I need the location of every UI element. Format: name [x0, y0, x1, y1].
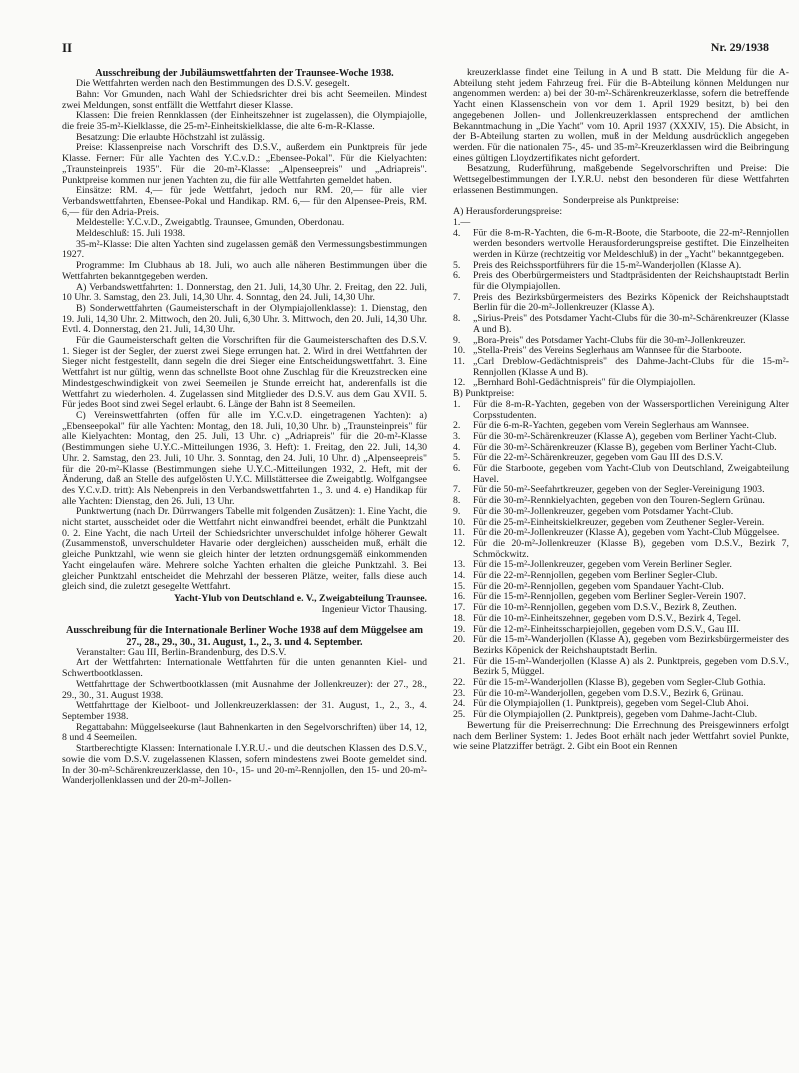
paragraph: Veranstalter: Gau III, Berlin-Brandenburg, des D.S.V.: [76, 646, 287, 658]
list-item-text: „Bernhard Bohl-Gedächtnispreis" für die Olympiajollen.: [473, 377, 696, 389]
punktpreise-heading: B) Punktpreise:: [453, 388, 515, 400]
list-item-number: 2.: [453, 420, 461, 432]
list-item-text: Für die 22-m²-Schärenkreuzer, gegeben vom Gau III des D.S.V.: [473, 452, 723, 464]
list-item-text: Für die 22-m²-Rennjollen, gegeben vom Berliner Segler-Club.: [473, 570, 718, 582]
list-item: [453, 218, 789, 261]
list-item-number: 6.: [453, 270, 461, 282]
paragraph: Besatzung, Ruderführung, maßgebende Segelvorschriften und Preise: Die Wettsegelbestimmungen der I.Y.R.U. nebst den besonderen für diese Wettfahrten erlassenen Bestimmungen.: [453, 163, 789, 196]
paragraph: Für die Gaumeisterschaft gelten die Vorschriften für die Gaumeisterschaften des D.S.V. 1. Sieger ist der Segler, der zuerst zwei Siege errungen hat. 2. Wird in drei Wettfahrten der Sieger nicht festgestellt, dann segeln die drei Sieger eine Entscheidungswettfahrt. 3. Eine Wettfahrt ist nur gültig, wenn das schnellste Boot ohne Zuschlag für die Kreuzstrecken eine Mindestgeschwindigkeit von zwei Seemeilen je Stunde erreicht hat, anderenfalls ist die Wettfahrt zu wiederholen. 4. Zugelassen sind Mitglieder des D.S.V. aus dem Gau XVII. 5. Für jedes Boot sind zwei Segel erlaubt. 6. Länge der Bahn ist 8 Seemeilen.: [62, 335, 427, 411]
list-item-text: Für die 6-m-R-Yachten, gegeben vom Verein Seglerhaus am Wannsee.: [473, 420, 749, 432]
club-signature: Yacht-Ylub von Deutschland e. V., Zweigabteilung Traunsee.: [174, 592, 427, 604]
list-item-number: 12.: [453, 537, 466, 549]
list-item-number: 10.: [453, 345, 466, 357]
list-item-number: 20.: [453, 634, 466, 646]
paragraph: Regattabahn: Müggelseekurse (laut Bahnenkarten in den Segelvorschriften) über 14, 12, 8 und 4 Seemeilen.: [62, 721, 427, 744]
list-item-number: 8.: [453, 313, 461, 325]
list-item-text: Für die 10-m²-Einheitszehner, gegeben vom D.S.V., Bezirk 4, Tegel.: [473, 612, 741, 624]
list-item-text: Für die 25-m²-Einheitskielkreuzer, gegeben vom Zeuthener Segler-Verein.: [473, 516, 765, 528]
paragraph: Punktwertung (nach Dr. Dürrwangers Tabelle mit folgenden Zusätzen): 1. Eine Yacht, die nicht startet, ausscheidet oder die Wettfahrt nicht einwandfrei beendet, erhält die Punktzahl 0. 2. Eine Yacht, die nach Urteil der Schiedsrichter unverschuldet infolge höherer Gewalt (Zusammenstoß, unverschuldeter Havarie oder dergleichen) ausscheiden muß, erhält die gleiche Punktzahl, wie wenn sie gleich hinter der letzten ordnungsgemäß einkommenden Yacht eingelaufen wäre. Mehrere solche Yachten erhalten die gleiche Punktzahl. 3. Bei gleicher Punktzahl entscheidet die Mehrzahl der besseren Plätze, weiter, falls diese auch gleich sind, die zuletzt gesegelte Wettfahrt.: [62, 506, 427, 593]
list-item-number: 1.: [453, 398, 461, 410]
list-item-text: Für die 15-m²-Jollenkreuzer, gegeben vom Verein Berliner Segler.: [473, 559, 732, 571]
list-item-number: 8.: [453, 495, 461, 507]
issue-number: Nr. 29/1938: [710, 40, 769, 54]
right-column: [453, 68, 789, 753]
page-number: II: [62, 40, 73, 55]
list-item-number: 18.: [453, 612, 466, 624]
list-item-text: Für die 15-m²-Wanderjollen (Klasse A) als 2. Punktpreis, gegeben vom D.S.V., Bezirk 5, Müggel.: [473, 655, 789, 678]
list-item-number: 11.: [453, 355, 465, 367]
list-item-text: Für die 10-m²-Rennjollen, gegeben vom D.S.V., Bezirk 8, Zeuthen.: [473, 602, 737, 614]
paragraph: Besatzung: Die erlaubte Höchstzahl ist zulässig.: [76, 131, 265, 143]
list-item-text: Für die 8-m-R-Yachten, gegeben von der Wassersportlichen Vereinigung Alter Corpsstudenten.: [473, 398, 789, 421]
berlin-continued-paragraphs: [453, 68, 789, 196]
paragraph: C) Vereinswettfahrten (offen für alle im Y.C.v.D. eingetragenen Yachten): a) „Ebenseepokal" für alle Yachten: Montag, den 18. Juli, 10,30 Uhr. b) „Traunsteinpreis" für alle Kielyachten: Montag, den 25. Juli, 13 Uhr. c) „Adriapreis" für die 20-m²-Klasse (Bestimmungen siehe U.Y.C.-Mitteilungen 1936, 3. Heft): 1. Freitag, den 22. Juli, 14,30 Uhr. 2. Samstag, den 23. Juli, 10 Uhr. 3. Sonntag, den 24. Juli, 10 Uhr. d) „Alpenseepreis" für die 20-m²-Klasse (Bestimmungen siehe U.Y.C.-Mitteilungen 1932, 2. Heft, mit der Änderung, daß an Stelle des aufgelösten U.Y.C. Millstättersee die Zweigabtlg. Wolfgangsee des Y.C.v.D. tritt): Als Nebenpreis in den Verbandswettfahrten 1., 3. und 4. e) Handikap für alle Yachten: Dienstag, den 26. Juli, 13 Uhr.: [62, 410, 427, 507]
list-item-text: Für die 30-m²-Schärenkreuzer (Klasse A), gegeben vom Berliner Yacht-Club.: [473, 430, 777, 442]
list-item-text: „Stella-Preis" des Vereins Seglerhaus am Wannsee für die Starboote.: [473, 345, 742, 357]
list-item-text: Für die 10-m²-Wanderjollen, gegeben vom D.S.V., Bezirk 6, Grünau.: [473, 687, 744, 699]
paragraph: 35-m²-Klasse: Die alten Yachten sind zugelassen gemäß den Vermessungsbestimmungen 1927.: [62, 238, 427, 261]
list-item-number: 24.: [453, 698, 466, 710]
list-item-number: 22.: [453, 677, 466, 689]
list-item: [453, 314, 789, 335]
list-item-number: 25.: [453, 709, 466, 721]
list-item-text: Für die 15-m²-Rennjollen, gegeben vom Berliner Segler-Verein 1907.: [473, 591, 746, 603]
list-item-text: Für die 12-m²-Einheitsscharpiejollen, gegeben vom D.S.V., Gau III.: [473, 623, 739, 635]
list-item: [453, 293, 789, 314]
list-item-text: Für die 20-m²-Rennjollen, gegeben vom Spandauer Yacht-Club.: [473, 580, 724, 592]
herausforderungspreise-heading: A) Herausforderungspreise:: [453, 206, 563, 218]
list-item-text: Für die 20-m²-Jollenkreuzer (Klasse A), gegeben vom Yacht-Club Müggelsee.: [473, 527, 780, 539]
bewertung-paragraph: Bewertung für die Preiserrechnung: Die Errechnung des Preisgewinners erfolgt nach dem Berliner System: 1. Jedes Boot erhält nach jeder Wettfahrt soviel Punkte, wie seine Platzziffer beträgt. 2. Gibt ein Boot ein Rennen: [453, 719, 789, 753]
paragraph: Einsätze: RM. 4,— für jede Wettfahrt, jedoch nur RM. 20,— für alle vier Verbandswettfahrten, Ebensee-Pokal und Handikap. RM. 6,— für den Alpensee-Preis, RM. 6,— für den Adria-Preis.: [62, 185, 427, 218]
list-item-text: Für die Starboote, gegeben vom Yacht-Club von Deutschland, Zweigabteilung Havel.: [473, 463, 789, 485]
list-item-number: 4.: [453, 441, 461, 453]
list-item-number: 13.: [453, 559, 466, 571]
list-item-text: Für die 30-m²-Jollenkreuzer, gegeben vom Potsdamer Yacht-Club.: [473, 505, 734, 517]
list-item-text: Für die Olympiajollen (2. Punktpreis), gegeben vom Dahme-Jacht-Club.: [473, 709, 758, 721]
page-header: [62, 40, 769, 60]
list-item-number: 11.: [453, 527, 465, 539]
list-item: [453, 271, 789, 292]
paragraph: Bahn: Vor Gmunden, nach Wahl der Schiedsrichter drei bis acht Seemeilen. Mindest zwei Meldungen, sonst entfällt die Wettfahrt dieser Klasse.: [62, 88, 427, 111]
paragraph: Meldestelle: Y.C.v.D., Zweigabtlg. Traunsee, Gmunden, Oberdonau.: [76, 217, 345, 229]
list-item-number: 23.: [453, 687, 466, 699]
list-item-text: Für die 30-m²-Schärenkreuzer (Klasse B), gegeben vom Berliner Yacht-Club.: [473, 441, 777, 453]
paragraph: Klassen: Die freien Rennklassen (der Einheitszehner ist zugelassen), die Olympiajolle, die freie 35-m²-Kielklasse, die 25-m²-Einheitskielklasse, die alte 6-m-R-Klasse.: [62, 110, 427, 133]
list-item: [453, 657, 789, 678]
list-item-number: 3.: [453, 430, 461, 442]
paragraph: A) Verbandswettfahrten: 1. Donnerstag, den 21. Juli, 14,30 Uhr. 2. Freitag, den 22. Juli, 10 Uhr. 3. Samstag, den 23. Juli, 14,30 Uhr. 4. Sonntag, den 24. Juli, 14,30 Uhr.: [62, 281, 427, 304]
list-item-text: Für die 15-m²-Wanderjollen (Klasse B), gegeben vom Segler-Club Gothia.: [473, 677, 766, 689]
list-item-text: Preis des Bezirksbürgermeisters des Bezirks Köpenick der Reichshauptstadt Berlin für die 20-m²-Jollenkreuzer (Klasse A).: [473, 291, 789, 314]
list-item: [453, 400, 789, 421]
berlin-paragraphs: [62, 648, 427, 787]
list-item-number: 21.: [453, 655, 466, 667]
list-item-text: „Carl Dreblow-Gedächtnispreis" des Dahme-Jacht-Clubs für die 15-m²-Rennjollen (Klasse A und B).: [473, 355, 789, 378]
list-item-text: Für die 20-m²-Jollenkreuzer (Klasse B), gegeben vom D.S.V., Bezirk 7, Schmöckwitz.: [473, 537, 789, 560]
list-item-text: Für die 8-m-R-Yachten, die 6-m-R-Boote, die Starboote, die 22-m²-Rennjollen werden besonders wertvolle Herausforderungspreise gestiftet. Die Einzelheiten werden in Kürze (rechtzeitig vor Meldeschluß) in der „Yacht" bekanntgegeben.: [473, 227, 789, 260]
paragraph: Programme: Im Clubhaus ab 18. Juli, wo auch alle näheren Bestimmungen über die Wettfahrten bekanntgegeben werden.: [62, 260, 427, 282]
list-item-text: „Sirius-Preis" des Potsdamer Yacht-Clubs für die 30-m²-Schärenkreuzer (Klasse A und B).: [473, 313, 789, 335]
list-item-number: 9.: [453, 334, 461, 346]
list-item: [453, 539, 789, 560]
list-item-number: 6.: [453, 463, 461, 475]
traunsee-paragraphs: [62, 79, 427, 593]
list-item-number: 15.: [453, 580, 466, 592]
list-item-text: Für die Olympiajollen (1. Punktpreis), gegeben vom Segel-Club Ahoi.: [473, 698, 749, 710]
paragraph: Die Wettfahrten werden nach den Bestimmungen des D.S.V. gesegelt.: [76, 78, 350, 90]
list-item: [453, 464, 789, 485]
list-item: [453, 635, 789, 656]
herausforderungspreise-list: [453, 218, 789, 389]
paragraph: Preise: Klassenpreise nach Vorschrift des D.S.V., außerdem ein Punktpreis für jede Klasse. Ferner: Für alle Yachten des Y.C.v.D.: „Ebensee-Pokal". Für die Kielyachten: „Traunsteinpreis 1935". Für die 20-m²-Klasse: „Alpenseepreis" und „Adriapreis". Punktpreise kommen nur jenen Yachten zu, die für alle Wettfahrten gemeldet haben.: [62, 142, 427, 186]
list-item-number: 17.: [453, 602, 466, 614]
list-item-number: 10.: [453, 516, 466, 528]
list-item-number: 12.: [453, 377, 466, 389]
list-item-number: 16.: [453, 591, 466, 603]
paragraph: Wettfahrttage der Kielboot- und Jollenkreuzerklassen: der 31. August, 1., 2., 3., 4. September 1938.: [62, 700, 427, 722]
list-item-number: 5.: [453, 259, 461, 271]
list-item-text: Preis des Oberbürgermeisters und Stadtpräsidenten der Reichshauptstadt Berlin für die Olympiajollen.: [473, 270, 789, 293]
punktpreise-list: [453, 400, 789, 721]
list-item: [453, 357, 789, 378]
list-item-number: 7.: [453, 484, 461, 496]
list-item-text: Für die 15-m²-Wanderjollen (Klasse A), gegeben vom Bezirksbürgermeister des Bezirks Köpenick der Reichshauptstadt Berlin.: [473, 634, 789, 656]
paragraph: Startberechtigte Klassen: Internationale I.Y.R.U.- und die deutschen Klassen des D.S.V., sowie die vom D.S.V. zugelassenen Klassen, sofern mindestens zwei Boote gemeldet sind. In der 30-m²-Schärenkreuzerklasse, den 10-, 15- und 20-m²-Rennjollen, den 15- und 20-m²-Wanderjollenklassen und der 20-m²-Jollen-: [62, 743, 427, 787]
list-item-number: 19.: [453, 623, 466, 635]
list-item-text: Für die 50-m²-Seefahrtkreuzer, gegeben von der Segler-Vereinigung 1903.: [473, 484, 765, 496]
paragraph: Meldeschluß: 15. Juli 1938.: [76, 228, 186, 240]
list-item-number: 14.: [453, 570, 466, 582]
author-signature: Ingenieur Victor Thausing.: [321, 603, 427, 615]
article-title-traunsee: Ausschreibung der Jubiläumswettfahrten der Traunsee-Woche 1938.: [95, 68, 394, 79]
sonderpreise-heading: Sonderpreise als Punktpreise:: [563, 195, 679, 207]
left-column: [62, 68, 427, 787]
list-item-text: Preis des Reichssportführers für die 15-m²-Wanderjollen (Klasse A).: [473, 259, 742, 271]
list-item-number: 1.—4.: [453, 216, 471, 239]
list-item-text: Für die 30-m²-Rennkielyachten, gegeben von den Touren-Seglern Grünau.: [473, 495, 765, 507]
list-item-text: „Bora-Preis" des Potsdamer Yacht-Clubs für die 30-m²-Jollenkreuzer.: [473, 334, 746, 346]
list-item-number: 7.: [453, 291, 461, 303]
list-item-number: 9.: [453, 505, 461, 517]
paragraph: B) Sonderwettfahrten (Gaumeisterschaft in der Olympiajollenklasse): 1. Dienstag, den 19. Juli, 14,30 Uhr. 2. Mittwoch, den 20. Juli, 6,30 Uhr. 3. Mittwoch, den 20. Juli, 14,30 Uhr. Evtl. 4. Donnerstag, den 21. Juli, 14,30 Uhr.: [62, 302, 427, 336]
paragraph: Art der Wettfahrten: Internationale Wettfahrten für die unten genannten Kiel- und Schwertbootklassen.: [62, 657, 427, 680]
paragraph: Wettfahrttage der Schwertbootklassen (mit Ausnahme der Jollenkreuzer): der 27., 28., 29., 30., 31. August 1938.: [62, 678, 427, 701]
list-item-number: 5.: [453, 452, 461, 464]
paragraph: kreuzerklasse findet eine Teilung in A und B statt. Die Meldung für die A-Abteilung steht jedem Fahrzeug frei. Für die B-Abteilung können Meldungen nur angenommen werden: a) bei der 30-m²-Schärenkreuzerklasse, sofern die betreffende Yacht einen Klassenschein von vor dem 1. April 1929 besitzt, b) bei den angegebenen Jollen- und Jollenkreuzerklassen entsprechend der amtlichen Bekanntmachung in „Die Yacht" vom 10. April 1937 (XXXIV, 15). Die Absicht, in der B-Abteilung starten zu wollen, muß in der Meldung ausdrücklich angegeben werden. Für die nationalen 75-, 45- und 35-m²-Kreuzerklassen wird die Beibringung eines gültigen Lloydzertifikates nicht gefordert.: [453, 67, 789, 164]
article-title-berlin: Ausschreibung für die Internationale Berliner Woche 1938 auf dem Müggelsee am 27., 28., 29., 30., 31. August, 1., 2., 3. und 4. September.: [66, 625, 423, 648]
